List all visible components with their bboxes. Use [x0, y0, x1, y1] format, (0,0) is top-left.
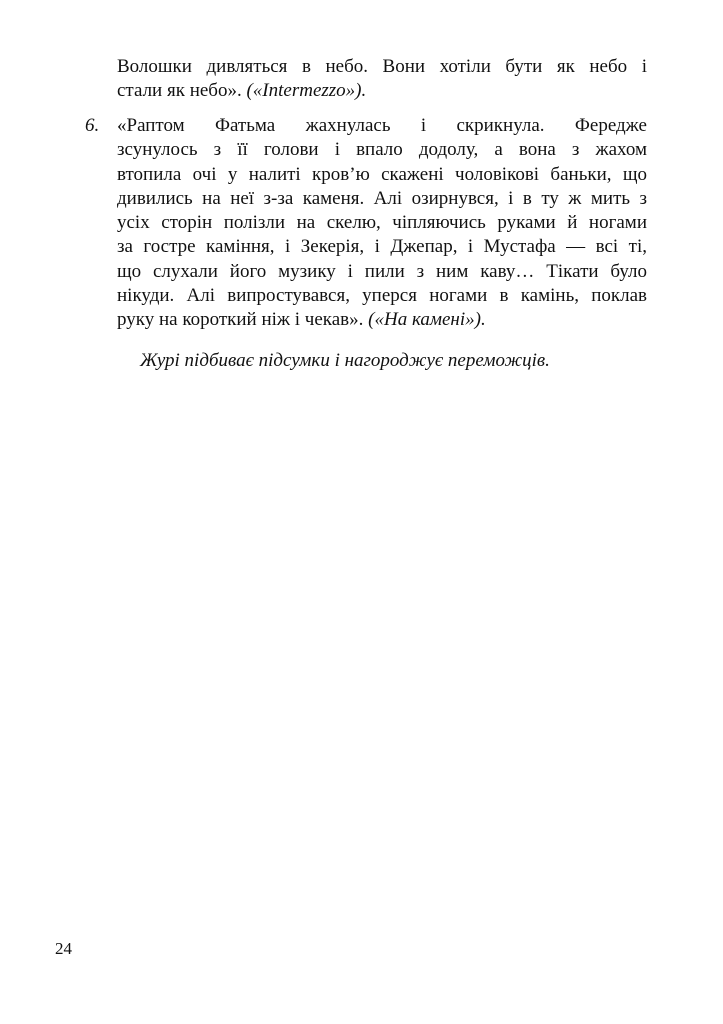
continuation-paragraph: [117, 55, 647, 104]
item-number: 6.: [85, 115, 100, 136]
page-number: 24: [55, 939, 72, 958]
paragraph-line: зсунулось з її голови і впало додолу, а вона з жахом: [117, 139, 647, 161]
source-title: («На камені»).: [368, 309, 486, 331]
quote-text: стали як небо».: [117, 80, 247, 102]
paragraph-line: що слухали його музику і пили з ним каву… Тікати було: [117, 260, 647, 282]
paragraph-line-last: [117, 79, 647, 103]
closing-note: Журі підбиває підсумки і нагороджує переможців.: [140, 350, 550, 371]
paragraph-line: Волошки дивляться в небо. Вони хотіли бути як небо і: [117, 56, 647, 77]
paragraph-line-last: [117, 308, 647, 332]
quote-text: руку на короткий ніж і чекав».: [117, 309, 369, 331]
paragraph-line: нікуди. Алі випростувався, уперся ногами в камінь, поклав: [117, 285, 647, 307]
paragraph-line: «Раптом Фатьма жахнулась і скрикнула. Фередже: [117, 115, 647, 136]
paragraph-line: усіх сторін полізли на скелю, чіпляючись руками й ногами: [117, 212, 647, 234]
source-title: («Intermezzo»).: [246, 80, 367, 102]
paragraph-line: втопила очі у налиті кров’ю скажені чоловікові баньки, що: [117, 163, 647, 185]
item-6-paragraph: [117, 114, 647, 333]
paragraph-line: за гостре каміння, і Зекерія, і Джепар, і Мустафа — всі ті,: [117, 236, 647, 258]
paragraph-line: дивились на неї з-за каменя. Алі озирнувся, і в ту ж мить з: [117, 187, 647, 209]
